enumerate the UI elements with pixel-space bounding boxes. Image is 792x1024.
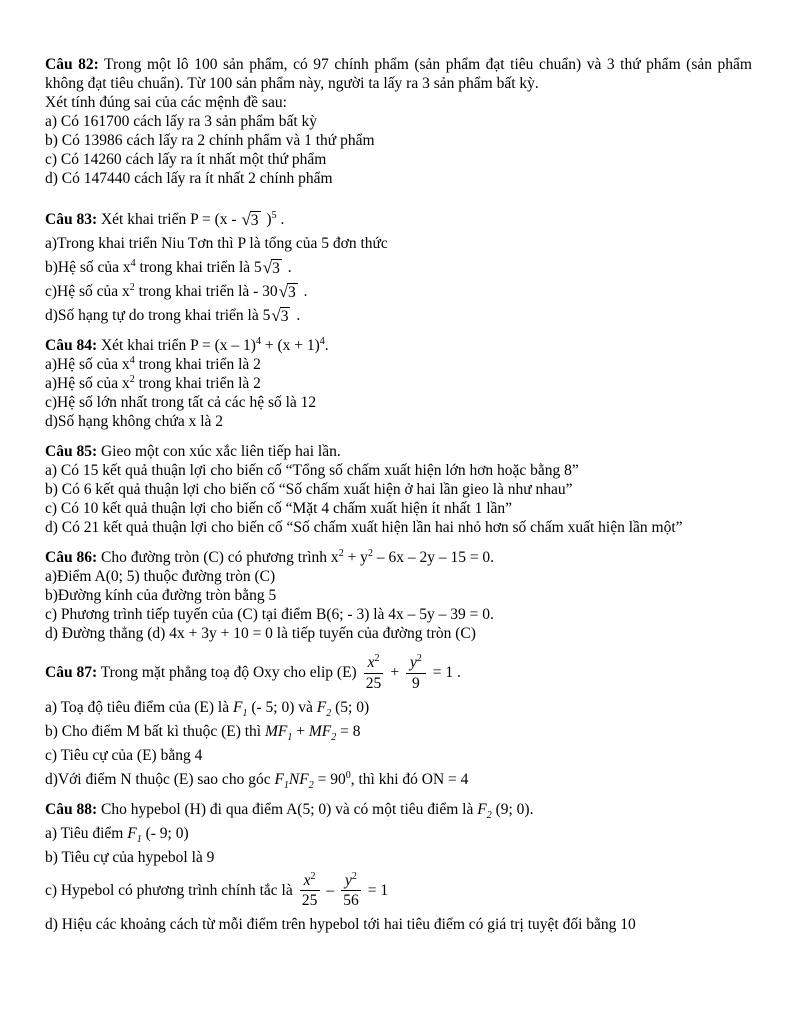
- question-86-line-3: c) Phương trình tiếp tuyến của (C) tại điểm B(6; - 3) là 4x – 5y – 39 = 0.: [45, 606, 494, 623]
- sqrt-radical: √ 3: [271, 306, 289, 325]
- question-87-line-4: d)Với điểm N thuộc (E) sao cho góc $F_1NF_2 = 90^0$, thì khi đó ON = 4: [45, 769, 469, 791]
- question-85-line-1: a) Có 15 kết quả thuận lợi cho biến cố “Tổng số chấm xuất hiện lớn hơn hoặc bằng 8”: [45, 462, 579, 479]
- question-83: [45, 210, 752, 325]
- question-87-line-0: Câu 87: Trong mặt phẳng toạ độ Oxy cho elip (E) $\frac{x^2}{25}$ + $\frac{y^2}{9}$ = 1 .: [45, 652, 461, 692]
- question-86-line-0: Câu 86: Cho đường tròn (C) có phương trình $x^2 + y^2 - 6x - 2y - 15 = 0$.: [45, 547, 495, 566]
- question-83-line-2: b)Hệ số của $x^4$ trong khai triển là 5 √ 3 .: [45, 257, 292, 277]
- fraction: $\frac{y^2}{9}$: [406, 654, 426, 693]
- question-85-line-4: d) Có 21 kết quả thuận lợi cho biến cố “Số chấm xuất hiện lần hai nhỏ hơn số chấm xuất hiện lần một”: [45, 519, 683, 536]
- question-87-line-2: b) Cho điểm M bất kì thuộc (E) thì $MF_1 + MF_2 = 8$: [45, 722, 361, 743]
- question-83-line-0: Câu 83: Xét khai triển P = (x - √ 3 )$^5$ .: [45, 209, 285, 229]
- question-82-line-3: b) Có 13986 cách lấy ra 2 chính phẩm và 1 thứ phẩm: [45, 132, 375, 149]
- question-88-line-1: a) Tiêu điểm $F_1$ (- 9; 0): [45, 824, 189, 845]
- question-83-line-3: c)Hệ số của $x^2$ trong khai triển là - 30 √ 3 .: [45, 281, 308, 301]
- question-85-line-0: Câu 85: Gieo một con xúc xắc liên tiếp hai lần.: [45, 443, 341, 460]
- question-84-line-2: a)Hệ số của $x^2$ trong khai triển là 2: [45, 373, 261, 392]
- question-87-line-3: c) Tiêu cự của (E) bằng 4: [45, 746, 203, 764]
- question-88: [45, 800, 752, 935]
- fraction: $\frac{x^2}{25}$: [364, 654, 384, 693]
- question-82: [45, 55, 752, 188]
- fraction: $\frac{y^2}{56}$: [341, 872, 361, 911]
- question-84: [45, 336, 752, 431]
- question-82-line-4: c) Có 14260 cách lấy ra ít nhất một thứ phẩm: [45, 151, 327, 168]
- question-84-line-1: a)Hệ số của $x^4$ trong khai triển là 2: [45, 354, 261, 373]
- question-82-line-5: d) Có 147440 cách lấy ra ít nhất 2 chính phẩm: [45, 170, 333, 187]
- question-84-line-4: d)Số hạng không chứa x là 2: [45, 413, 224, 430]
- question-84-line-0: Câu 84: Xét khai triển $P = (x - 1)^4 + (x + 1)^4$.: [45, 335, 329, 354]
- fraction: $\frac{x^2}{25}$: [300, 872, 320, 911]
- sqrt-radical: √ 3: [241, 210, 259, 229]
- sqrt-radical: √ 3: [278, 282, 296, 301]
- question-86-line-1: a)Điểm A(0; 5) thuộc đường tròn (C): [45, 568, 276, 585]
- question-88-line-4: d) Hiệu các khoảng cách từ mỗi điểm trên hypebol tới hai tiêu điểm có giá trị tuyệt đối bằng 10: [45, 916, 636, 934]
- question-87-line-1: a) Toạ độ tiêu điểm của (E) là $F_1$ (- 5; 0) và $F_2$ (5; 0): [45, 698, 370, 719]
- document-body: [45, 55, 752, 934]
- question-88-line-3: c) Hypebol có phương trình chính tắc là $\frac{x^2}{25}$ – $\frac{y^2}{56}$ = 1: [45, 870, 389, 910]
- question-82-line-1: Xét tính đúng sai của các mệnh đề sau:: [45, 94, 287, 111]
- question-83-line-1: a)Trong khai triển Niu Tơn thì P là tổng của 5 đơn thức: [45, 235, 388, 252]
- question-85-line-3: c) Có 10 kết quả thuận lợi cho biến cố “Mặt 4 chấm xuất hiện ít nhất 1 lần”: [45, 500, 513, 517]
- question-85-line-2: b) Có 6 kết quả thuận lợi cho biến cố “Số chấm xuất hiện ở hai lần gieo là như nhau”: [45, 481, 573, 498]
- question-87: [45, 654, 752, 789]
- question-88-line-0: Câu 88: Cho hypebol (H) đi qua điểm A(5; 0) và có một tiêu điểm là $F_2$ (9; 0).: [45, 800, 534, 821]
- question-82-line-2: a) Có 161700 cách lấy ra 3 sản phẩm bất kỳ: [45, 113, 318, 130]
- question-85: [45, 442, 752, 537]
- question-86: [45, 548, 752, 643]
- question-86-line-2: b)Đường kính của đường tròn bằng 5: [45, 587, 277, 604]
- question-84-line-3: c)Hệ số lớn nhất trong tất cả các hệ số là 12: [45, 394, 317, 411]
- sqrt-radical: √ 3: [262, 258, 280, 277]
- question-86-line-4: d) Đường thẳng (d) 4x + 3y + 10 = 0 là tiếp tuyến của đường tròn (C): [45, 625, 476, 642]
- question-88-line-2: b) Tiêu cự của hypebol là 9: [45, 848, 215, 866]
- question-83-line-4: d)Số hạng tự do trong khai triển là 5 √ 3 .: [45, 306, 301, 325]
- question-82-line-0: Câu 82: Trong một lô 100 sản phẩm, có 97 chính phẩm (sản phẩm đạt tiêu chuẩn) và 3 thứ phẩm (sản phẩm không đạt tiêu chuẩn). Từ 100 sản phẩm này, người ta lấy ra 3 sản phẩm bất kỳ.: [45, 56, 752, 92]
